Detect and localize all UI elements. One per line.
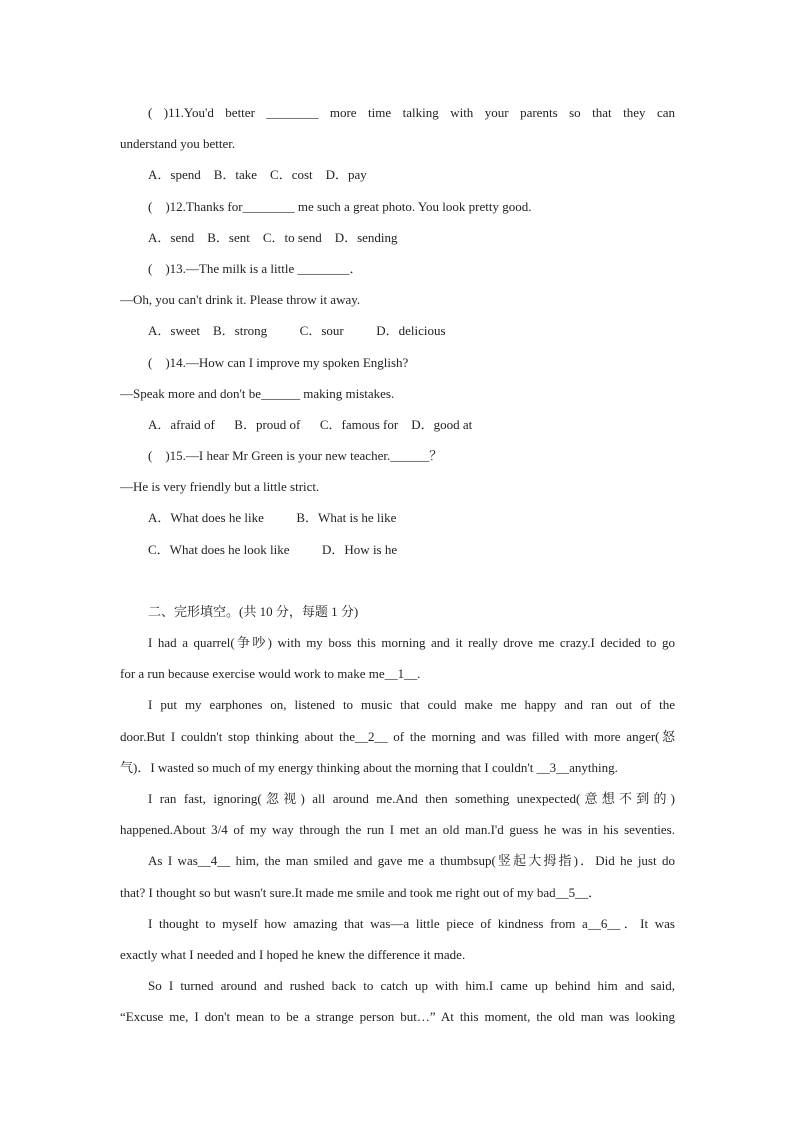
cloze-line: I ran fast, ignoring(忽视) all around me.And then something unexpected(意想不到的) bbox=[148, 790, 675, 806]
cloze-line: exactly what I needed and I hoped he knew the difference it made. bbox=[120, 946, 466, 962]
cloze-line: So I turned around and rushed back to catch up with him.I came up behind him and said, bbox=[148, 978, 675, 994]
q11-stem-line2: understand you better. bbox=[120, 136, 236, 152]
cloze-line: happened.About 3/4 of my way through the run I met an old man.I'd guess he was in his seventies. bbox=[120, 822, 675, 838]
q15-dialog: —He is very friendly but a little strict. bbox=[120, 479, 320, 495]
cloze-line: 气)．I wasted so much of my energy thinking about the morning that I couldn't __3__anything. bbox=[120, 759, 618, 775]
q14-stem: ( )14.—How can I improve my spoken English? bbox=[148, 354, 409, 370]
q12-stem: ( )12.Thanks for________ me such a great photo. You look pretty good. bbox=[148, 198, 532, 214]
q11-options: A．spend B．take C．cost D．pay bbox=[148, 167, 367, 183]
cloze-line: for a run because exercise would work to make me__1__. bbox=[120, 666, 421, 682]
q13-dialog: —Oh, you can't drink it. Please throw it away. bbox=[120, 292, 361, 308]
cloze-line: As I was__4__ him, the man smiled and gave me a thumbsup(竖起大拇指)．Did he just do bbox=[148, 853, 675, 869]
cloze-line: door.But I couldn't stop thinking about the__2__ of the morning and was filled with more anger(怒 bbox=[120, 728, 675, 744]
cloze-line: I thought to myself how amazing that was—a little piece of kindness from a__6__．It was bbox=[148, 915, 675, 931]
section-gap bbox=[120, 565, 675, 596]
q11-stem-line1: ( )11.You'd better ________ more time talking with your parents so that they can bbox=[148, 105, 675, 120]
cloze-line: “Excuse me, I don't mean to be a strange person but…” At this moment, the old man was looking bbox=[120, 1009, 675, 1025]
document-page bbox=[120, 97, 675, 1032]
q15-options-row1: A．What does he like B．What is he like bbox=[148, 510, 397, 526]
cloze-line: that? I thought so but wasn't sure.It made me smile and took me right out of my bad__5__． bbox=[120, 884, 602, 900]
cloze-line: I put my earphones on, listened to music that could make me happy and ran out of the bbox=[148, 697, 675, 713]
q13-options: A．sweet B．strong C．sour D．delicious bbox=[148, 323, 446, 339]
q14-options: A．afraid of B．proud of C．famous for D．good at bbox=[148, 416, 473, 432]
cloze-line: I had a quarrel(争吵) with my boss this morning and it really drove me crazy.I decided to go bbox=[148, 635, 675, 650]
q12-options: A．send B．sent C．to send D．sending bbox=[148, 229, 398, 245]
q13-stem: ( )13.—The milk is a little ________． bbox=[148, 260, 363, 276]
cloze-heading: 二、完形填空。(共 10 分，每题 1 分) bbox=[148, 603, 359, 619]
q15-options-row2: C．What does he look like D．How is he bbox=[148, 541, 398, 557]
q15-stem: ( )15.—I hear Mr Green is your new teacher.______？ bbox=[148, 448, 443, 464]
q14-dialog: —Speak more and don't be______ making mistakes. bbox=[120, 385, 395, 401]
